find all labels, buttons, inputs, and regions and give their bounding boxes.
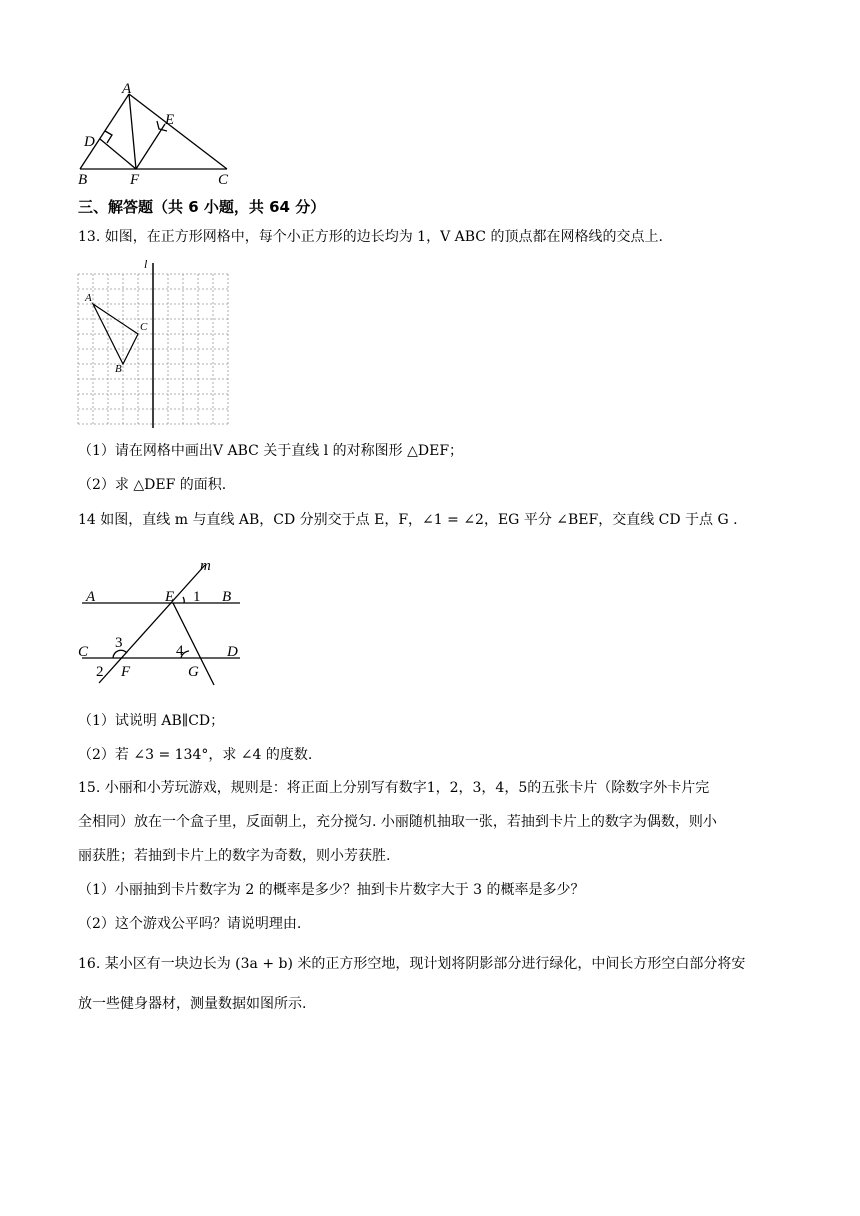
q13-stem: 13. 如图，在正方形网格中，每个小正方形的边长均为 1，V ABC 的顶点都在网格线的交点上. [78,229,663,245]
q13-label-a: A [85,292,92,304]
q12-triangle-figure [70,80,250,190]
q14-label-4: 4 [176,643,184,659]
q13-label-c: C [140,321,148,333]
q14-label-1: 1 [193,589,201,605]
q14-label-g: G [188,664,199,680]
q12-label-f: F [130,172,140,188]
q15-part2: （2）这个游戏公平吗？请说明理由. [78,916,302,932]
q13-part2: （2）求 △DEF 的面积. [78,477,227,493]
q14-label-c: C [78,644,89,660]
q14-label-a: A [86,589,96,605]
q13-label-b: B [115,363,122,375]
q14-label-2: 2 [96,664,104,680]
q15-part1: （1）小丽抽到卡片数字为 2 的概率是多少？抽到卡片数字大于 3 的概率是多少？ [78,882,585,898]
q14-label-e: E [165,589,175,605]
q15-line3: 丽获胜；若抽到卡片上的数字为奇数，则小芳获胜. [78,848,391,864]
q13-label-l: l [144,258,148,271]
q14-label-b: B [222,589,232,605]
q16-line1: 16. 某小区有一块边长为 (3a + b) 米的正方形空地，现计划将阴影部分进行绿化，中间长方形空白部分将安 [78,956,746,972]
q15-line1: 15. 小丽和小芳玩游戏，规则是：将正面上分别写有数字1，2，3，4，5的五张卡片（除数字外卡片完 [78,780,710,796]
q12-label-d: D [84,134,95,150]
q16-line2: 放一些健身器材，测量数据如图所示. [78,996,307,1012]
q14-stem: 14 如图，直线 m 与直线 AB，CD 分别交于点 E，F，∠1 = ∠2，EG 平分 ∠BEF，交直线 CD 于点 G . [78,512,738,528]
q12-label-a: A [122,81,132,97]
q13-grid-figure [70,258,240,430]
q12-label-b: B [78,172,88,188]
q14-label-f: F [121,664,131,680]
q14-part1: （1）试说明 AB∥CD； [78,713,225,729]
q13-part1: （1）请在网格中画出V ABC 关于直线 l 的对称图形 △DEF； [78,443,464,459]
q14-label-d: D [227,644,238,660]
q12-label-c: C [218,172,229,188]
q14-parallel-lines-figure [72,555,252,695]
q12-label-e: E [165,112,175,128]
q14-label-3: 3 [115,635,123,651]
q14-label-m: m [200,558,211,574]
q14-part2: （2）若 ∠3 = 134°，求 ∠4 的度数. [78,747,313,763]
q15-line2: 全相同）放在一个盒子里，反面朝上，充分搅匀. 小丽随机抽取一张，若抽到卡片上的数字为偶数，则小 [78,814,717,830]
section-heading: 三、解答题（共 6 小题，共 64 分） [78,198,326,216]
